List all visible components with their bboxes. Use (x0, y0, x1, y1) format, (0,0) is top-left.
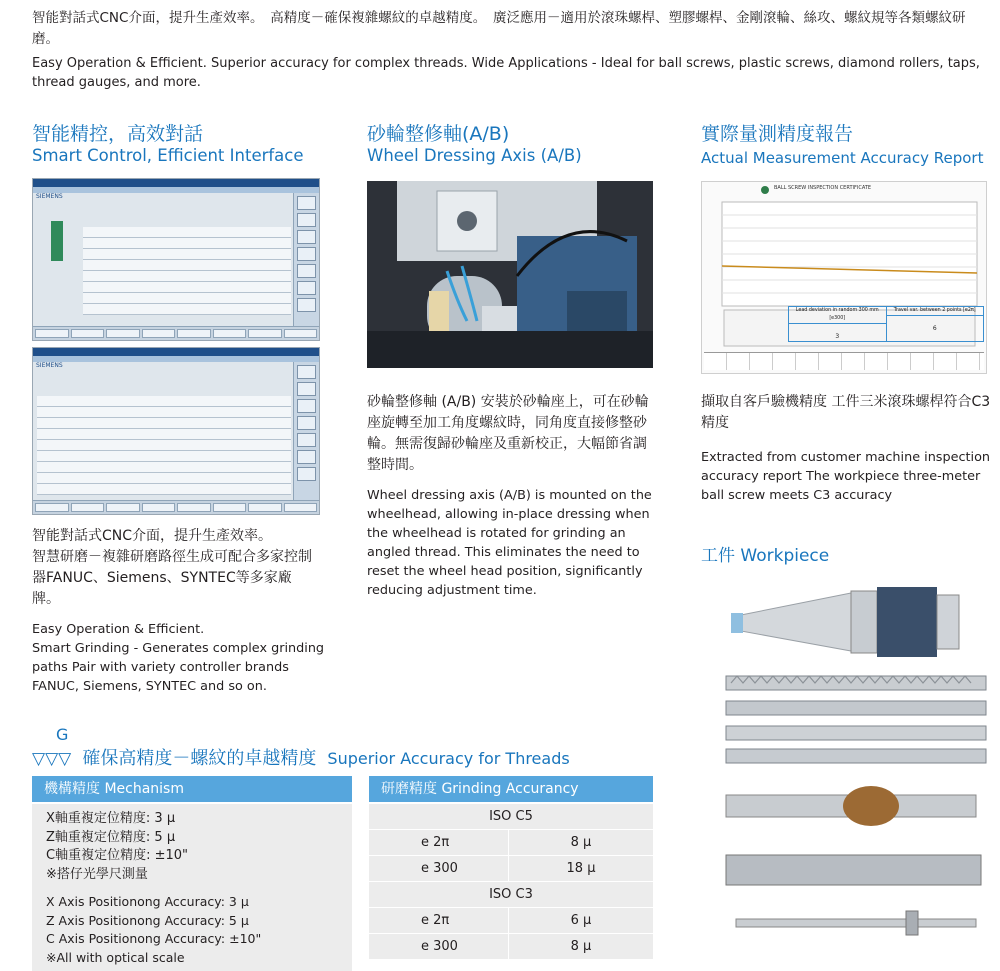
col1-body-en: Easy Operation & Efficient. Smart Grinding - Generates complex grinding paths Pair with variety controller brands FANUC, Siemens, SYNTEC and so on. (32, 622, 325, 694)
col3-body-en: Extracted from customer machine inspection accuracy report The workpiece three-meter ball screw meets C3 accuracy (701, 450, 991, 503)
section-marker: G (56, 725, 69, 744)
cnc-brand-label-2: SIEMENS (36, 362, 63, 369)
grinding-c3-label-1: e 2π (369, 908, 509, 933)
report-title: BALL SCREW INSPECTION CERTIFICATE (774, 185, 872, 191)
grinding-c5-value-2: 18 μ (509, 856, 653, 881)
mechanism-panel (32, 776, 352, 971)
report-box1-label: Lead deviation in random 300 mm [e300] (789, 307, 886, 324)
grinding-header: 研磨精度 Grinding Accurancy (369, 776, 653, 802)
accuracy-arrows: ▽▽▽ (32, 749, 72, 769)
col1-title-en: Smart Control, Efficient Interface (32, 146, 304, 165)
col2-title-zh: 砂輪整修軸(A/B) (367, 123, 510, 145)
grinding-group-c3: ISO C3 (369, 882, 653, 907)
mechanism-zh-3: C軸重複定位精度: ±10" (46, 848, 189, 863)
grinding-c5-label-1: e 2π (369, 830, 509, 855)
col3-body-zh: 擷取自客戶驗機精度 工件三米滾珠螺桿符合C3精度 (701, 394, 991, 431)
col3-title-zh: 實際量測精度報告 (701, 123, 854, 145)
mechanism-en-3: C Axis Positionong Accuracy: ±10" (46, 931, 262, 946)
wheel-dressing-photo (367, 181, 653, 368)
grinding-panel (369, 776, 653, 960)
grinding-c5-value-1: 8 μ (509, 830, 653, 855)
report-box1-value: 3 (835, 333, 840, 340)
col2-title-en: Wheel Dressing Axis (A/B) (367, 146, 582, 165)
accuracy-title-en: Superior Accuracy for Threads (327, 749, 570, 768)
report-box2-label: Travel var. between 2 points [e2π] (887, 307, 984, 316)
grinding-c3-label-2: e 300 (369, 934, 509, 959)
company-logo-icon (760, 185, 770, 195)
mechanism-header: 機構精度 Mechanism (32, 776, 352, 802)
mechanism-zh-1: X軸重複定位精度: 3 μ (46, 811, 176, 826)
col2-body-zh: 砂輪整修軸 (A/B) 安裝於砂輪座上，可在砂輪座旋轉至加工角度螺紋時，同角度直接修整砂輪。無需復歸砂輪座及重新校正，大幅節省調整時間。 (367, 394, 649, 473)
grinding-c3-value-1: 6 μ (509, 908, 653, 933)
intro-chinese: 智能對話式CNC介面，提升生產效率。 高精度－確保複雜螺紋的卓越精度。 廣泛應用－適用於滾珠螺桿、塑膠螺桿、金剛滾輪、絲攻、螺紋規等各類螺紋研磨。 (32, 10, 966, 47)
col1-title-zh: 智能精控，高效對話 (32, 123, 204, 145)
mechanism-en-4: ※All with optical scale (46, 949, 185, 965)
cnc-screen-2 (32, 347, 320, 515)
mechanism-zh-4: ※搭仔光學尺測量 (46, 866, 148, 882)
accuracy-title (32, 744, 570, 770)
intro-english: Easy Operation & Efficient. Superior accuracy for complex threads. Wide Applications - Ideal for ball screws, plastic screws, diamond rollers, taps, thread gauges, and more. (32, 56, 980, 90)
inspection-report (701, 181, 987, 374)
grinding-c5-label-2: e 300 (369, 856, 509, 881)
cnc-brand-label: SIEMENS (36, 193, 63, 200)
grinding-group-c5: ISO C5 (369, 804, 653, 829)
col3-title-en: Actual Measurement Accuracy Report (701, 149, 984, 167)
workpiece-title: 工件 Workpiece (701, 546, 830, 566)
workpiece-photos (701, 573, 987, 971)
col2-body-en: Wheel dressing axis (A/B) is mounted on the wheelhead, allowing in-place dressing when the wheelhead is rotated for grinding an angled thread. This eliminates the need to reset the wheel head position, significantly reducing adjustment time. (367, 488, 652, 598)
mechanism-en-1: X Axis Positionong Accuracy: 3 μ (46, 894, 249, 909)
grinding-c3-value-2: 8 μ (509, 934, 653, 959)
report-box2-value: 6 (932, 325, 937, 332)
mechanism-en-2: Z Axis Positionong Accuracy: 5 μ (46, 912, 249, 928)
cnc-screen-1 (32, 178, 320, 341)
accuracy-title-zh: 確保高精度－螺紋的卓越精度 (82, 748, 317, 769)
mechanism-zh-2: Z軸重複定位精度: 5 μ (46, 829, 176, 845)
col1-body-zh: 智能對話式CNC介面，提升生產效率。 智慧研磨－複雜研磨路徑生成可配合多家控制器FANUC、Siemens、SYNTEC等多家廠牌。 (32, 528, 312, 607)
